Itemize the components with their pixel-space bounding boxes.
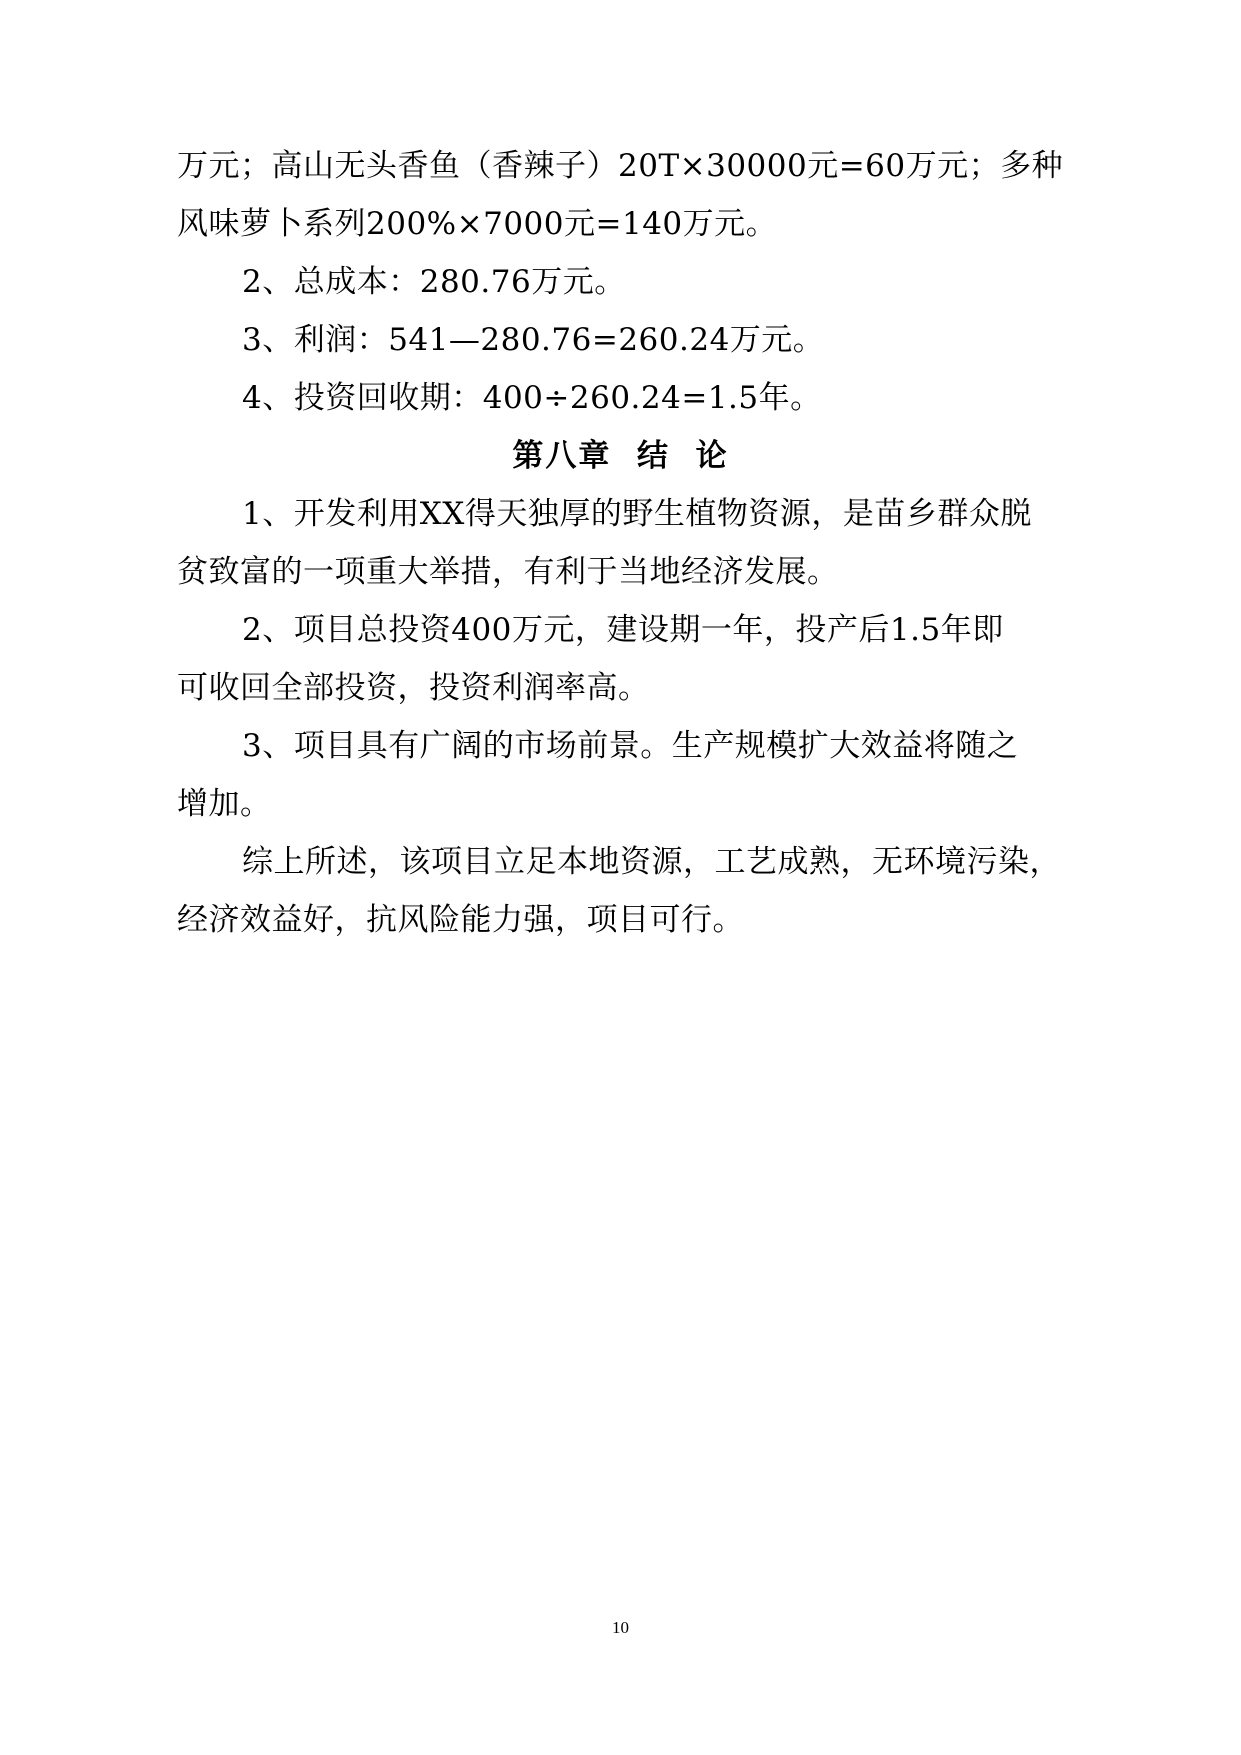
conclusion-item-2: 2、项目总投资400万元，建设期一年，投产后1.5年即 — [242, 612, 1004, 648]
page-number: 10 — [612, 1618, 629, 1637]
profit-line: 3、利润：541—280.76=260.24万元。 — [242, 322, 825, 358]
body-text-line: 万元；高山无头香鱼（香辣子）20T×30000元=60万元；多种 — [177, 148, 1064, 184]
total-cost-line: 2、总成本：280.76万元。 — [242, 264, 626, 300]
conclusion-item-1: 1、开发利用XX得天独厚的野生植物资源，是苗乡群众脱 — [242, 496, 1032, 532]
payback-period-line: 4、投资回收期：400÷260.24=1.5年。 — [242, 380, 822, 416]
chapter-heading: 第八章 结 论 — [512, 438, 729, 474]
body-text-line: 风味萝卜系列200%×7000元=140万元。 — [177, 206, 778, 242]
summary-paragraph: 综上所述，该项目立足本地资源，工艺成熟，无环境污染， — [242, 844, 1061, 880]
conclusion-item-3: 3、项目具有广阔的市场前景。生产规模扩大效益将随之 — [242, 728, 1019, 764]
conclusion-item-3-cont: 增加。 — [177, 786, 272, 822]
conclusion-item-1-cont: 贫致富的一项重大举措，有利于当地经济发展。 — [177, 554, 839, 590]
summary-paragraph-cont: 经济效益好，抗风险能力强，项目可行。 — [177, 902, 744, 938]
conclusion-item-2-cont: 可收回全部投资，投资利润率高。 — [177, 670, 650, 706]
